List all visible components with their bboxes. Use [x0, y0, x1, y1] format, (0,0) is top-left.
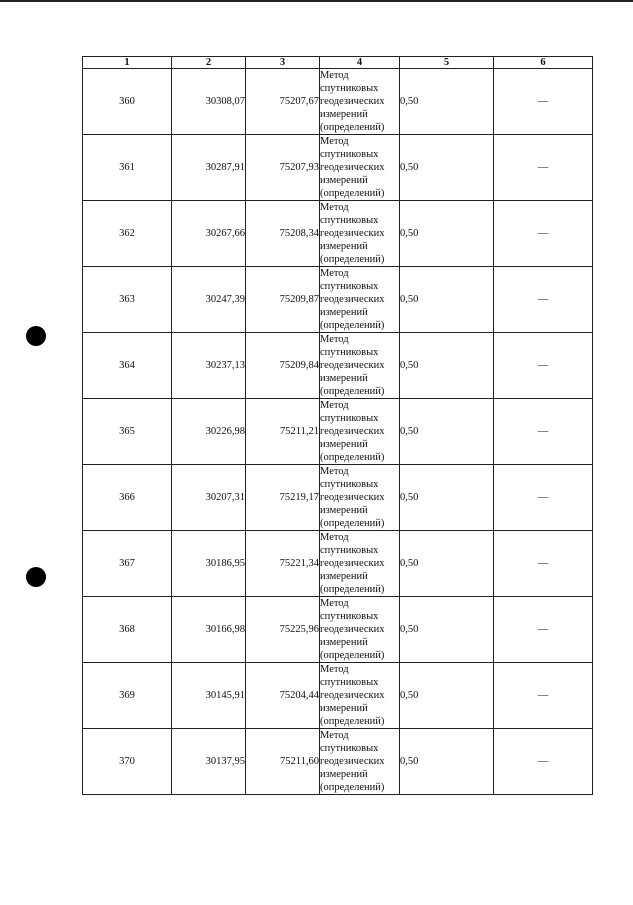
- coordinate-x: 30186,95: [172, 531, 246, 597]
- coordinate-y: 75208,34: [246, 201, 320, 267]
- method-text: Метод спутниковых геодезических измерений (определений): [320, 136, 385, 199]
- point-number: 365: [83, 399, 172, 465]
- method-text: Метод спутниковых геодезических измерений (определений): [320, 466, 385, 529]
- accuracy-value: 0,50: [400, 399, 494, 465]
- coordinate-y: 75204,44: [246, 663, 320, 729]
- coordinate-x: 30287,91: [172, 135, 246, 201]
- accuracy-value: 0,50: [400, 69, 494, 135]
- table-row: [83, 201, 593, 267]
- method-text: Метод спутниковых геодезических измерений (определений): [320, 202, 385, 265]
- note-dash: —: [494, 531, 593, 597]
- accuracy-value: 0,50: [400, 201, 494, 267]
- method-cell: [320, 399, 400, 465]
- coordinate-x: 30166,98: [172, 597, 246, 663]
- coordinate-x: 30237,13: [172, 333, 246, 399]
- method-cell: [320, 135, 400, 201]
- note-dash: —: [494, 597, 593, 663]
- method-text: Метод спутниковых геодезических измерений (определений): [320, 730, 385, 793]
- method-text: Метод спутниковых геодезических измерений (определений): [320, 598, 385, 661]
- point-number: 360: [83, 69, 172, 135]
- top-border-rule: [0, 0, 633, 2]
- coordinate-y: 75219,17: [246, 465, 320, 531]
- point-number: 362: [83, 201, 172, 267]
- table-row: [83, 663, 593, 729]
- note-dash: —: [494, 135, 593, 201]
- accuracy-value: 0,50: [400, 135, 494, 201]
- coordinate-x: 30308,07: [172, 69, 246, 135]
- method-cell: [320, 69, 400, 135]
- punch-hole: [26, 567, 46, 587]
- accuracy-value: 0,50: [400, 663, 494, 729]
- table-row: [83, 69, 593, 135]
- coordinate-y: 75209,87: [246, 267, 320, 333]
- method-text: Метод спутниковых геодезических измерений (определений): [320, 532, 385, 595]
- note-dash: —: [494, 69, 593, 135]
- note-dash: —: [494, 267, 593, 333]
- coordinate-y: 75207,93: [246, 135, 320, 201]
- method-cell: [320, 465, 400, 531]
- coordinate-y: 75209,84: [246, 333, 320, 399]
- point-number: 368: [83, 597, 172, 663]
- accuracy-value: 0,50: [400, 267, 494, 333]
- coordinate-x: 30145,91: [172, 663, 246, 729]
- table-row: [83, 729, 593, 795]
- method-cell: [320, 267, 400, 333]
- table-row: [83, 333, 593, 399]
- point-number: 369: [83, 663, 172, 729]
- table-row: [83, 399, 593, 465]
- coordinate-y: 75211,60: [246, 729, 320, 795]
- accuracy-value: 0,50: [400, 531, 494, 597]
- table-row: [83, 597, 593, 663]
- method-cell: [320, 597, 400, 663]
- table-row: [83, 267, 593, 333]
- coordinate-x: 30247,39: [172, 267, 246, 333]
- accuracy-value: 0,50: [400, 333, 494, 399]
- note-dash: —: [494, 201, 593, 267]
- point-number: 366: [83, 465, 172, 531]
- note-dash: —: [494, 729, 593, 795]
- column-header: 6: [494, 57, 593, 69]
- method-text: Метод спутниковых геодезических измерений (определений): [320, 664, 385, 727]
- note-dash: —: [494, 333, 593, 399]
- method-cell: [320, 729, 400, 795]
- method-text: Метод спутниковых геодезических измерений (определений): [320, 70, 385, 133]
- coordinates-table: [82, 56, 593, 795]
- coordinate-x: 30137,95: [172, 729, 246, 795]
- note-dash: —: [494, 663, 593, 729]
- note-dash: —: [494, 465, 593, 531]
- method-cell: [320, 663, 400, 729]
- column-header: 5: [400, 57, 494, 69]
- accuracy-value: 0,50: [400, 597, 494, 663]
- coordinate-x: 30226,98: [172, 399, 246, 465]
- method-text: Метод спутниковых геодезических измерений (определений): [320, 268, 385, 331]
- point-number: 361: [83, 135, 172, 201]
- method-cell: [320, 333, 400, 399]
- table-row: [83, 135, 593, 201]
- column-header: 3: [246, 57, 320, 69]
- point-number: 364: [83, 333, 172, 399]
- column-header: 2: [172, 57, 246, 69]
- point-number: 370: [83, 729, 172, 795]
- coordinate-y: 75221,34: [246, 531, 320, 597]
- method-text: Метод спутниковых геодезических измерений (определений): [320, 334, 385, 397]
- coordinate-y: 75225,96: [246, 597, 320, 663]
- punch-hole: [26, 326, 46, 346]
- method-text: Метод спутниковых геодезических измерений (определений): [320, 400, 385, 463]
- note-dash: —: [494, 399, 593, 465]
- accuracy-value: 0,50: [400, 729, 494, 795]
- table-row: [83, 531, 593, 597]
- column-header: 4: [320, 57, 400, 69]
- accuracy-value: 0,50: [400, 465, 494, 531]
- coordinate-x: 30207,31: [172, 465, 246, 531]
- coordinate-y: 75207,67: [246, 69, 320, 135]
- point-number: 367: [83, 531, 172, 597]
- column-header: 1: [83, 57, 172, 69]
- table-header-row: [83, 57, 593, 69]
- coordinate-y: 75211,21: [246, 399, 320, 465]
- method-cell: [320, 531, 400, 597]
- point-number: 363: [83, 267, 172, 333]
- coordinate-x: 30267,66: [172, 201, 246, 267]
- method-cell: [320, 201, 400, 267]
- table-row: [83, 465, 593, 531]
